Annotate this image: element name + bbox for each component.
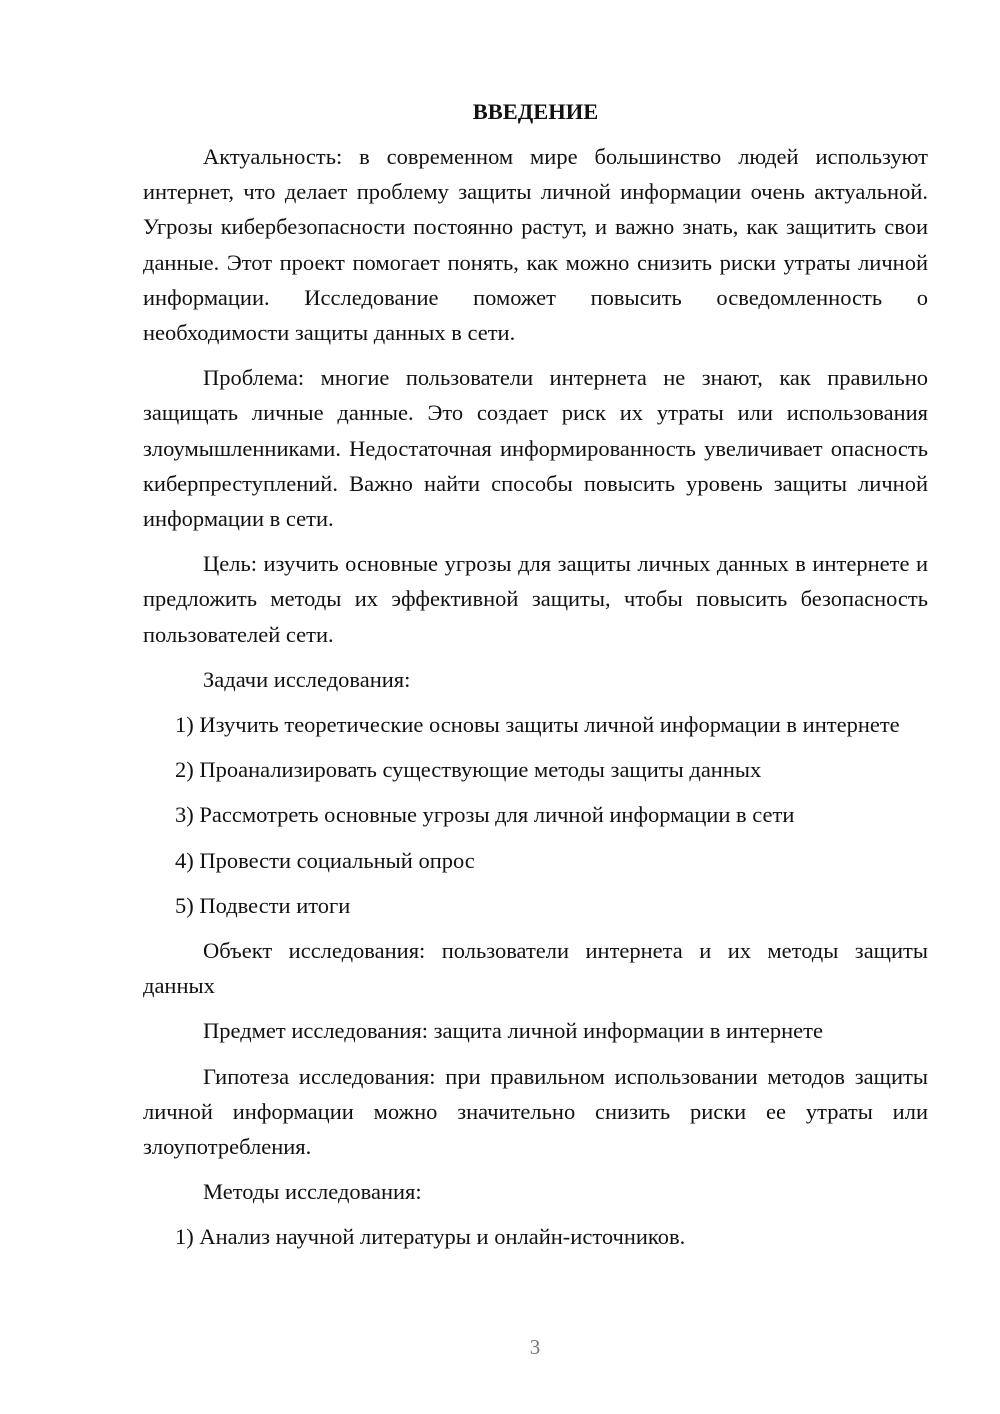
task-item-4: 4) Провести социальный опрос: [175, 847, 475, 873]
method-item-1: 1) Анализ научной литературы и онлайн-источников.: [175, 1224, 686, 1250]
methods-heading: Методы исследования:: [203, 1179, 422, 1205]
task-item-3: 3) Рассмотреть основные угрозы для личной информации в сети: [175, 802, 795, 828]
tasks-heading: Задачи исследования:: [203, 666, 411, 692]
object-paragraph: Объект исследования: пользователи интернета и их методы защиты данных: [143, 938, 928, 999]
problem-paragraph: Проблема: многие пользователи интернета не знают, как правильно защищать личные данные. Это создает риск их утраты или использования злоумышленниками. Недостаточная информированность увеличивает опасность киберпреступлений. Важно найти способы повысить уровень защиты личной информации в сети.: [143, 365, 928, 532]
page-number: 3: [529, 1335, 541, 1359]
document-body: [143, 94, 928, 1255]
hypothesis-paragraph: Гипотеза исследования: при правильном использовании методов защиты личной информации можно значительно снизить риски ее утраты или злоупотребления.: [143, 1063, 928, 1160]
relevance-paragraph: Актуальность: в современном мире большинство людей используют интернет, что делает проблему защиты личной информации очень актуальной. Угрозы кибербезопасности постоянно растут, и важно знать, как защитить свои данные. Этот проект помогает понять, как можно снизить риски утраты личной информации. Исследование поможет повысить осведомленность о необходимости защиты данных в сети.: [143, 144, 928, 346]
goal-paragraph: Цель: изучить основные угрозы для защиты личных данных в интернете и предложить методы их эффективной защиты, чтобы повысить безопасность пользователей сети.: [143, 551, 928, 647]
subject-paragraph: Предмет исследования: защита личной информации в интернете: [203, 1018, 823, 1044]
task-item-2: 2) Проанализировать существующие методы защиты данных: [175, 757, 762, 783]
task-item-1: 1) Изучить теоретические основы защиты личной информации в интернете: [175, 712, 900, 738]
section-title: ВВЕДЕНИЕ: [472, 99, 599, 124]
task-item-5: 5) Подвести итоги: [175, 892, 351, 918]
